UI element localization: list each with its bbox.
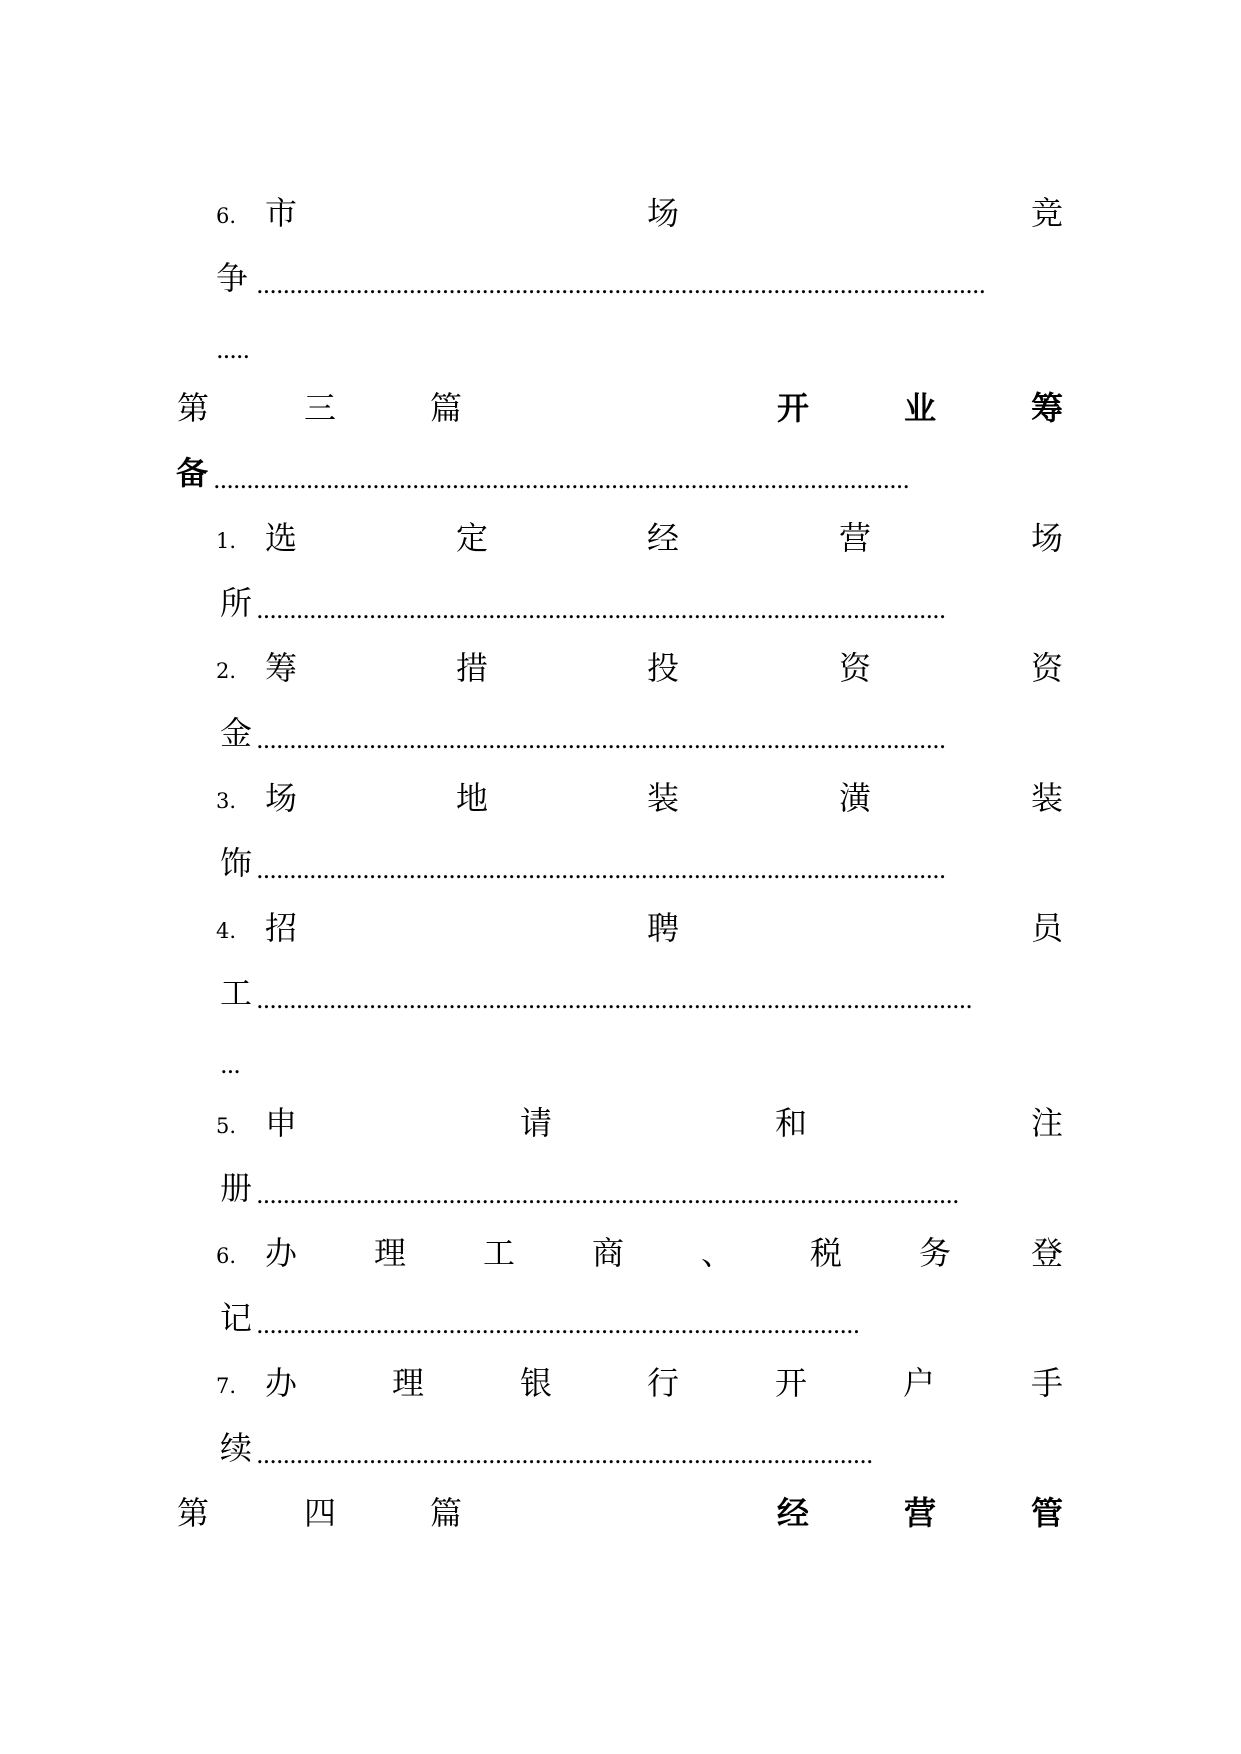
entry-char: 务: [918, 1234, 952, 1272]
entry-char: 请: [519, 1104, 553, 1142]
entry-char: 场: [264, 779, 298, 817]
toc-entry-1: [0, 518, 1241, 583]
toc-entry-6: [0, 1233, 1241, 1298]
toc-entry-5: [0, 1103, 1241, 1168]
entry-char: 商: [591, 1234, 625, 1272]
dot-leader-overflow: .....: [216, 336, 250, 363]
toc-entry-continuation: [0, 258, 1241, 323]
entry-char: 手: [1030, 1364, 1064, 1402]
part-title-char: 业: [903, 389, 937, 427]
toc-entry-continuation: [0, 973, 1241, 1038]
entry-number: 1.: [216, 529, 237, 553]
part-char: 三: [303, 389, 337, 427]
entry-continuation: 册: [220, 1169, 253, 1207]
entry-number: 4.: [216, 919, 237, 943]
toc-entry-2: [0, 648, 1241, 713]
dot-leader: ............................................................................................................: [256, 986, 972, 1013]
entry-continuation: 续: [220, 1429, 253, 1467]
toc-entry-overflow: [0, 1038, 1241, 1103]
entry-char: 资: [1030, 649, 1064, 687]
entry-char: 装: [646, 779, 680, 817]
part-title-char: 管: [1030, 1494, 1064, 1532]
part-title-char: 开: [776, 389, 810, 427]
entry-number: 6.: [216, 1244, 237, 1268]
entry-number: 2.: [216, 659, 237, 683]
toc-part-heading-3: [0, 388, 1241, 453]
part-char: 第: [176, 389, 210, 427]
part-title-char: 筹: [1030, 389, 1064, 427]
entry-number: 5.: [216, 1114, 237, 1138]
entry-char: 税: [809, 1234, 843, 1272]
entry-char: 竞: [1030, 194, 1064, 232]
entry-char: 经: [646, 519, 680, 557]
part-char: 篇: [429, 389, 463, 427]
entry-char: 聘: [646, 909, 680, 947]
part-char: 第: [176, 1494, 210, 1532]
entry-char: 投: [646, 649, 680, 687]
toc-entry-continuation: [0, 1168, 1241, 1233]
entry-number: 7.: [216, 1374, 237, 1398]
entry-char: 理: [373, 1234, 407, 1272]
toc-entry-7: [0, 1363, 1241, 1428]
entry-continuation: 所: [220, 584, 253, 622]
part-title-char: 经: [776, 1494, 810, 1532]
entry-char: 选: [264, 519, 298, 557]
entry-char: 理: [391, 1364, 425, 1402]
entry-char: 营: [838, 519, 872, 557]
part-char: 四: [303, 1494, 337, 1532]
entry-char: 申: [264, 1104, 298, 1142]
toc-entry-4: [0, 908, 1241, 973]
entry-number: 6.: [216, 204, 237, 228]
dot-leader: .........................................................................................................: [213, 466, 910, 493]
entry-char: 注: [1030, 1104, 1064, 1142]
dot-leader-overflow: ...: [220, 1051, 240, 1078]
entry-char: 户: [902, 1364, 936, 1402]
entry-char: 资: [838, 649, 872, 687]
entry-char: 定: [455, 519, 489, 557]
entry-char: 员: [1030, 909, 1064, 947]
dot-leader: .............................................................................................: [256, 1441, 873, 1468]
entry-char: 场: [1030, 519, 1064, 557]
dot-leader: ........................................................................................................: [256, 726, 946, 753]
entry-number: 3.: [216, 789, 237, 813]
entry-char: 场: [646, 194, 680, 232]
entry-continuation: 金: [220, 714, 253, 752]
dot-leader: ........................................................................................................: [256, 856, 946, 883]
entry-char: 市: [264, 194, 298, 232]
toc-part-continuation: [0, 453, 1241, 518]
toc-entry-continuation: [0, 1428, 1241, 1493]
entry-char: 装: [1030, 779, 1064, 817]
toc-entry-continuation: [0, 713, 1241, 778]
dot-leader: ..........................................................................................................: [256, 1181, 959, 1208]
part-char: 篇: [429, 1494, 463, 1532]
entry-char: 潢: [838, 779, 872, 817]
dot-leader: ...........................................................................................: [256, 1311, 860, 1338]
entry-continuation: 饰: [220, 844, 253, 882]
entry-char: 开: [774, 1364, 808, 1402]
toc-entry-overflow: [0, 323, 1241, 388]
entry-char: 行: [646, 1364, 680, 1402]
part-continuation: 备: [176, 454, 209, 492]
entry-char: 办: [264, 1364, 298, 1402]
entry-char: 办: [264, 1234, 298, 1272]
entry-char: 和: [774, 1104, 808, 1142]
entry-char: 措: [455, 649, 489, 687]
entry-char: 登: [1030, 1234, 1064, 1272]
dot-leader: ..............................................................................................................: [256, 271, 986, 298]
toc-entry-market-competition: [0, 193, 1241, 258]
part-title-char: 营: [903, 1494, 937, 1532]
dot-leader: ........................................................................................................: [256, 596, 946, 623]
entry-char: 地: [455, 779, 489, 817]
entry-continuation: 争: [216, 259, 249, 297]
toc-entry-3: [0, 778, 1241, 843]
toc-entry-continuation: [0, 583, 1241, 648]
entry-char: 筹: [264, 649, 298, 687]
entry-char: 工: [482, 1234, 516, 1272]
toc-entry-continuation: [0, 843, 1241, 908]
entry-char: 银: [519, 1364, 553, 1402]
entry-continuation: 工: [220, 974, 253, 1012]
toc-part-heading-4: [0, 1493, 1241, 1558]
entry-continuation: 记: [220, 1299, 253, 1337]
entry-char: 、: [700, 1234, 734, 1272]
toc-entry-continuation: [0, 1298, 1241, 1363]
entry-char: 招: [264, 909, 298, 947]
